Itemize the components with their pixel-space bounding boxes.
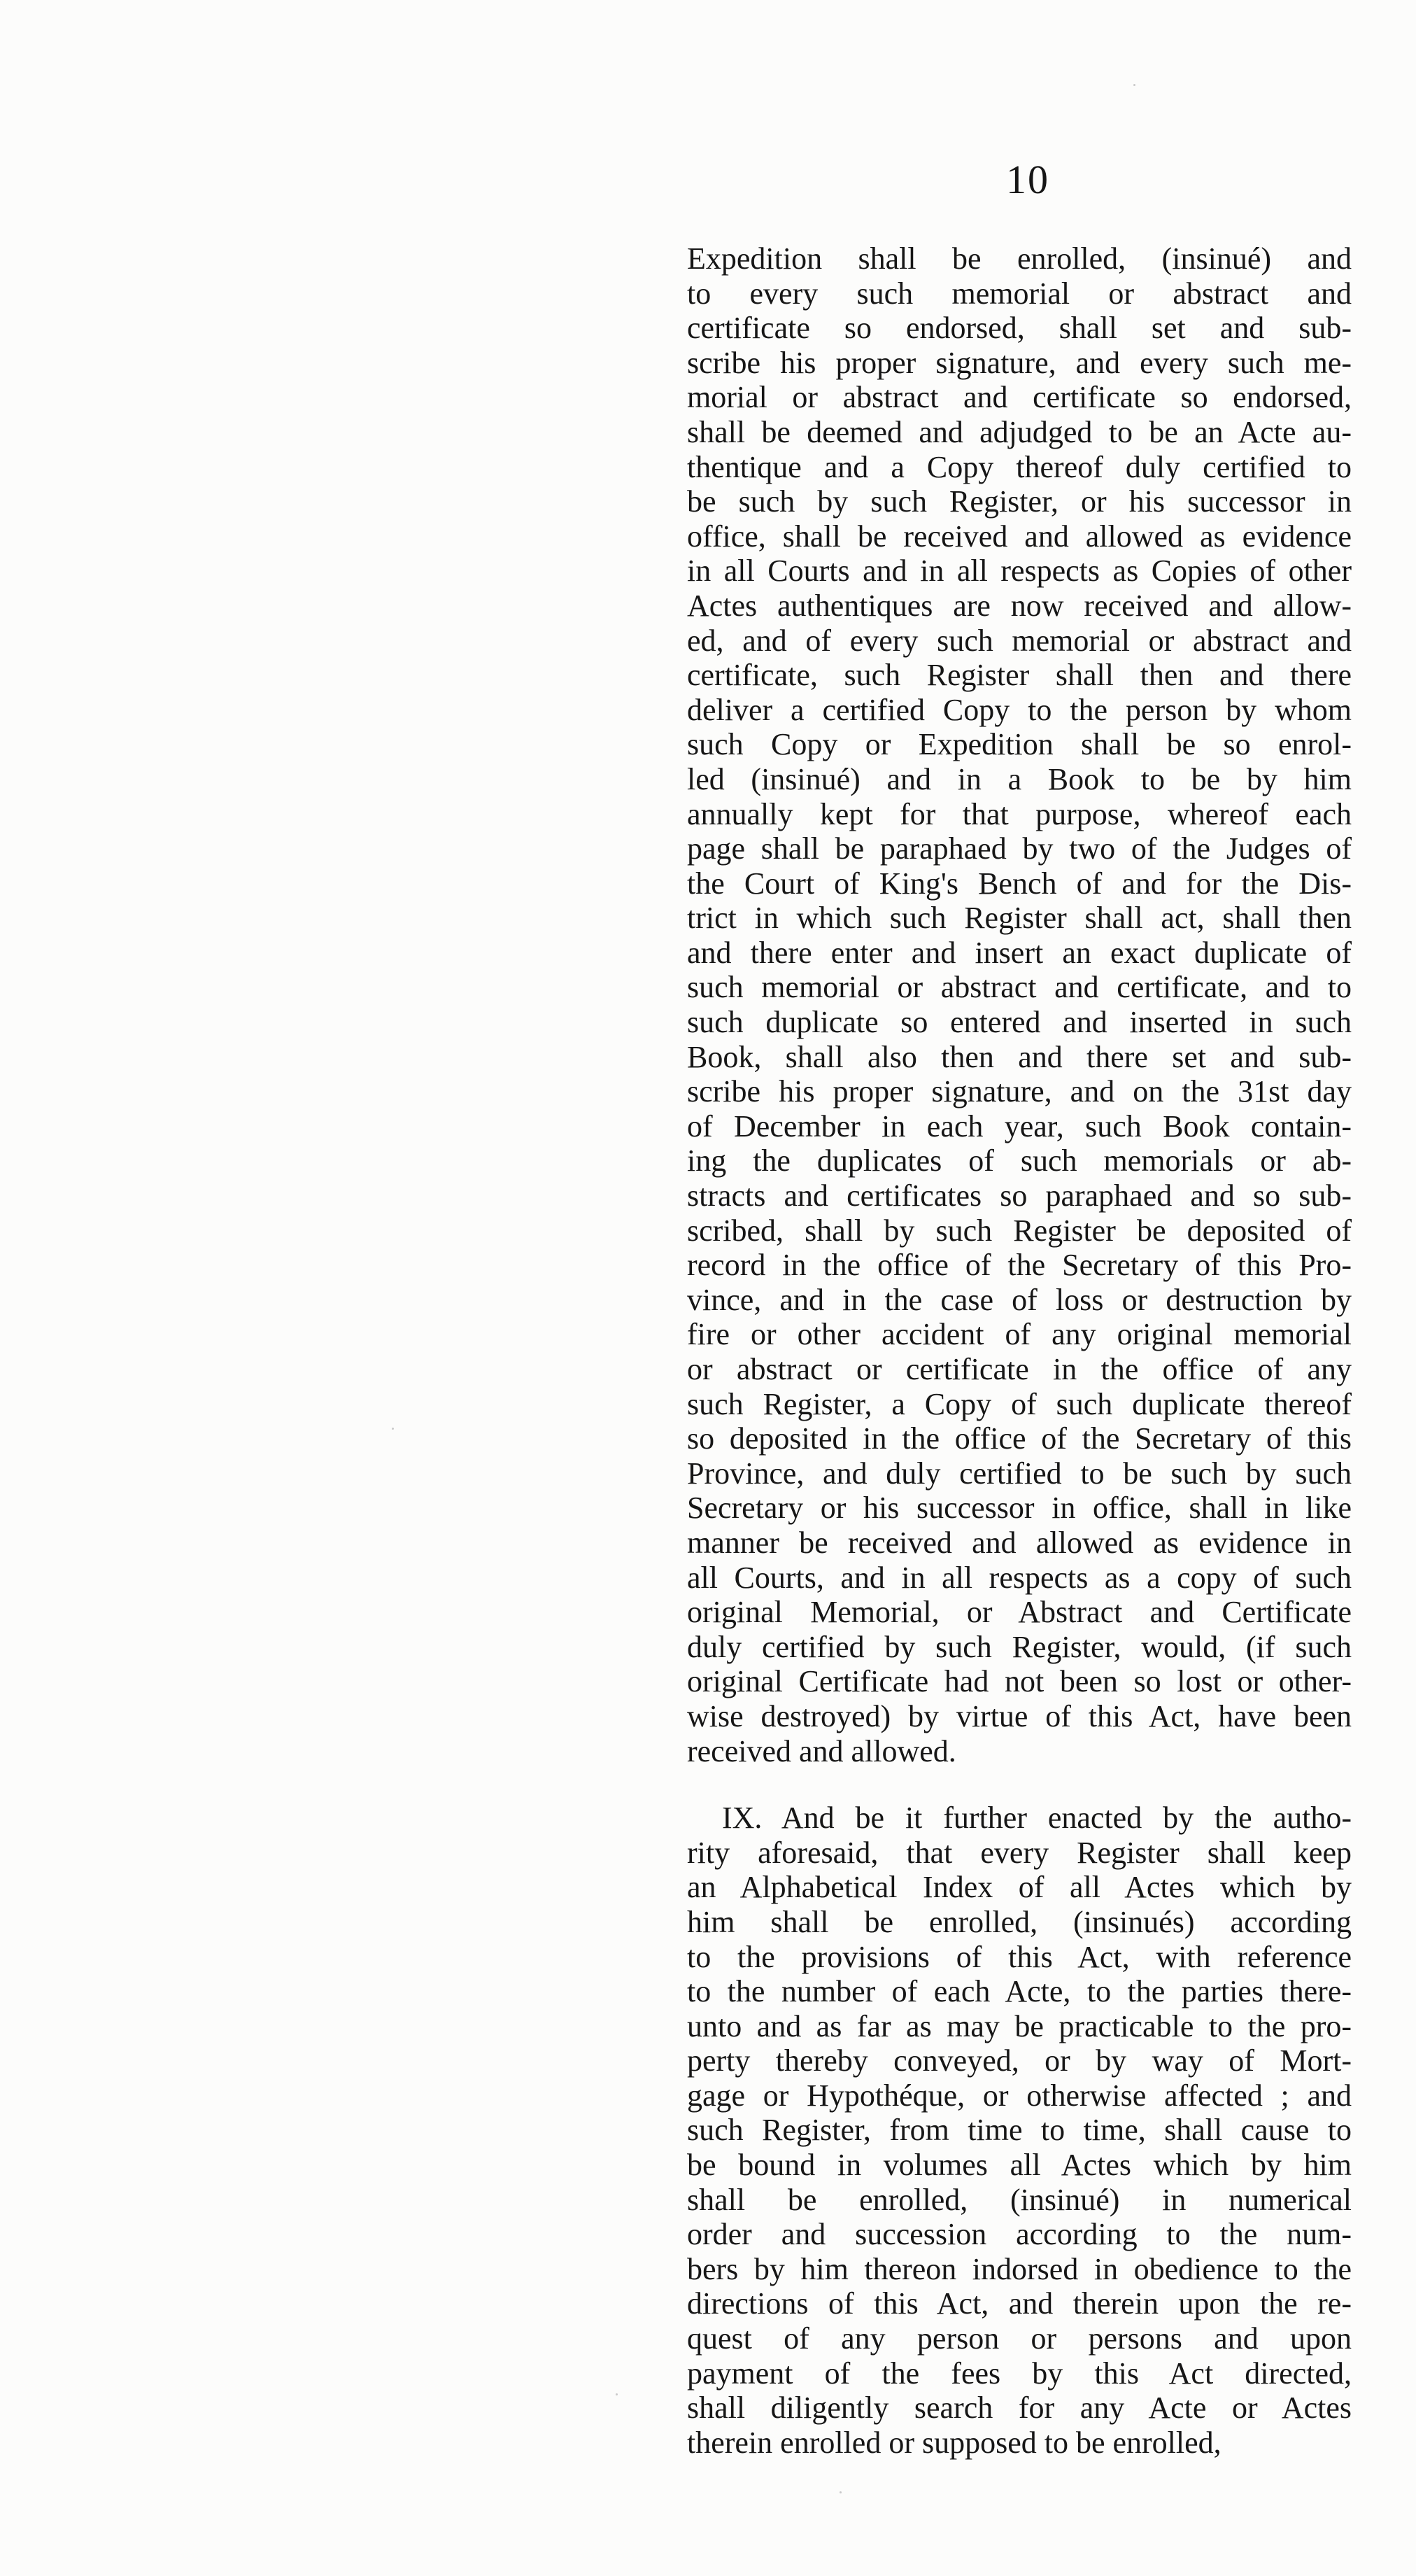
text-line: to the provisions of this Act, with reference <box>687 1939 1352 1974</box>
text-line: scribe his proper signature, and on the 31st day <box>687 1074 1352 1109</box>
text-line: original Certificate had not been so lost or other- <box>687 1664 1352 1699</box>
text-line: annually kept for that purpose, whereof each <box>687 796 1352 831</box>
text-line: Secretary or his successor in office, shall in like <box>687 1491 1352 1526</box>
text-line: ed, and of every such memorial or abstract and <box>687 623 1352 658</box>
text-line: shall be deemed and adjudged to be an Acte au- <box>687 414 1352 449</box>
text-line: in all Courts and in all respects as Copies of other <box>687 554 1352 589</box>
text-line: certificate, such Register shall then and there <box>687 658 1352 693</box>
paper-speck <box>392 1428 394 1430</box>
text-line: directions of this Act, and therein upon the re- <box>687 2286 1352 2321</box>
text-line: such memorial or abstract and certificate, and to <box>687 970 1352 1005</box>
text-line: payment of the fees by this Act directed, <box>687 2356 1352 2391</box>
text-line: to the number of each Acte, to the parties there- <box>687 1974 1352 2009</box>
text-line: Province, and duly certified to be such by such <box>687 1456 1352 1491</box>
text-line: unto and as far as may be practicable to the pro- <box>687 2008 1352 2043</box>
text-line: led (insinué) and in a Book to be by him <box>687 761 1352 796</box>
text-line: stracts and certificates so paraphaed and so sub- <box>687 1178 1352 1213</box>
text-line: trict in which such Register shall act, shall then <box>687 901 1352 936</box>
text-line: record in the office of the Secretary of this Pro- <box>687 1248 1352 1283</box>
text-line: scribed, shall by such Register be deposited of <box>687 1213 1352 1248</box>
text-line: all Courts, and in all respects as a copy of such <box>687 1560 1352 1595</box>
text-line: thentique and a Copy thereof duly certified to <box>687 449 1352 484</box>
text-line: Expedition shall be enrolled, (insinué) and <box>687 241 1352 276</box>
text-line: order and succession according to the num- <box>687 2217 1352 2252</box>
text-line: fire or other accident of any original memorial <box>687 1317 1352 1352</box>
text-line: such Register, a Copy of such duplicate thereof <box>687 1386 1352 1421</box>
text-line: or abstract or certificate in the office of any <box>687 1352 1352 1386</box>
text-line: manner be received and allowed as evidence in <box>687 1525 1352 1560</box>
paragraph-gap <box>687 1768 1352 1801</box>
page-number: 10 <box>1006 157 1049 202</box>
text-line: original Memorial, or Abstract and Certificate <box>687 1595 1352 1630</box>
text-line: such duplicate so entered and inserted in such <box>687 1005 1352 1040</box>
paper-speck <box>616 2393 618 2395</box>
text-column <box>687 241 1352 2460</box>
text-line: bers by him thereon indorsed in obedience to the <box>687 2251 1352 2286</box>
text-line: shall be enrolled, (insinué) in numerical <box>687 2182 1352 2217</box>
text-line: quest of any person or persons and upon <box>687 2321 1352 2356</box>
text-line: page shall be paraphaed by two of the Judges of <box>687 831 1352 866</box>
text-line: ing the duplicates of such memorials or ab- <box>687 1143 1352 1178</box>
text-line: such Register, from time to time, shall cause to <box>687 2113 1352 2148</box>
text-line: scribe his proper signature, and every such me- <box>687 345 1352 380</box>
text-line: rity aforesaid, that every Register shall keep <box>687 1835 1352 1870</box>
text-line: gage or Hypothéque, or otherwise affected ; and <box>687 2078 1352 2113</box>
text-line: shall diligently search for any Acte or Actes <box>687 2391 1352 2426</box>
text-line: to every such memorial or abstract and <box>687 276 1352 311</box>
text-line: IX. And be it further enacted by the autho- <box>722 1801 1352 1836</box>
text-line: be bound in volumes all Actes which by him <box>687 2148 1352 2183</box>
text-line: certificate so endorsed, shall set and sub- <box>687 311 1352 346</box>
text-line: of December in each year, such Book contain- <box>687 1108 1352 1143</box>
text-line: perty thereby conveyed, or by way of Mort- <box>687 2043 1352 2078</box>
text-line: an Alphabetical Index of all Actes which by <box>687 1870 1352 1905</box>
paragraph-2 <box>687 1801 1352 2460</box>
paper-speck <box>1133 84 1135 86</box>
text-line: deliver a certified Copy to the person by whom <box>687 692 1352 727</box>
text-line: be such by such Register, or his successor in <box>687 484 1352 519</box>
paragraph-1 <box>687 241 1352 1768</box>
text-line: Actes authentiques are now received and allow- <box>687 588 1352 623</box>
text-line: morial or abstract and certificate so endorsed, <box>687 380 1352 415</box>
text-line: office, shall be received and allowed as evidence <box>687 519 1352 554</box>
paper-speck <box>840 2491 842 2493</box>
text-line: him shall be enrolled, (insinués) according <box>687 1904 1352 1939</box>
text-line: vince, and in the case of loss or destruction by <box>687 1282 1352 1317</box>
text-line: duly certified by such Register, would, (if such <box>687 1629 1352 1664</box>
text-line: so deposited in the office of the Secretary of this <box>687 1421 1352 1456</box>
text-line: the Court of King's Bench of and for the Dis- <box>687 866 1352 901</box>
text-line: such Copy or Expedition shall be so enrol- <box>687 727 1352 762</box>
paragraphs <box>687 241 1352 2460</box>
text-line: Book, shall also then and there set and sub- <box>687 1039 1352 1074</box>
text-line: and there enter and insert an exact duplicate of <box>687 935 1352 970</box>
text-line: therein enrolled or supposed to be enrolled, <box>687 2425 1222 2460</box>
text-line: received and allowed. <box>687 1733 956 1768</box>
text-line: wise destroyed) by virtue of this Act, have been <box>687 1698 1352 1733</box>
